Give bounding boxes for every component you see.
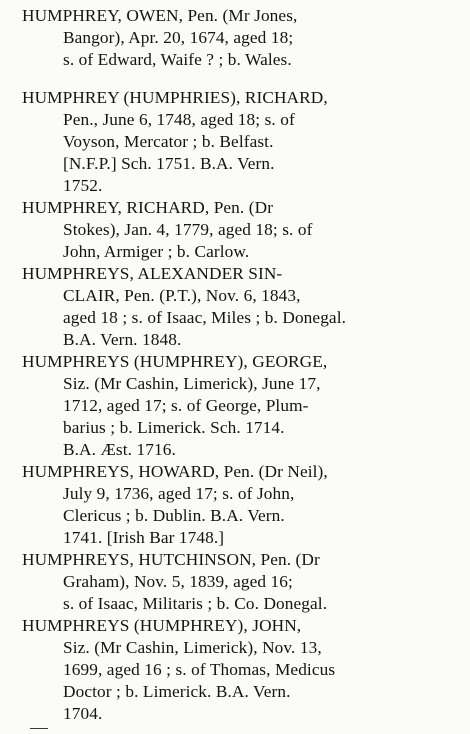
entry-line: Graham), Nov. 5, 1839, aged 16; bbox=[63, 572, 293, 591]
entry-line: HUMPHREY, RICHARD, Pen. (Dr bbox=[22, 198, 274, 217]
entry-line: 1741. [Irish Bar 1748.] bbox=[63, 528, 225, 547]
entry-line: 1704. bbox=[63, 704, 103, 723]
entry-line: s. of Isaac, Militaris ; b. Co. Donegal. bbox=[63, 594, 328, 613]
entry-line: 1699, aged 16 ; s. of Thomas, Medicus bbox=[63, 660, 336, 679]
entry-line: s. of Edward, Waife ? ; b. Wales. bbox=[63, 50, 292, 69]
entry-line: Voyson, Mercator ; b. Belfast. bbox=[63, 132, 274, 151]
entry-line: Siz. (Mr Cashin, Limerick), Nov. 13, bbox=[63, 638, 322, 657]
entry-line: aged 18 ; s. of Isaac, Miles ; b. Donegal. bbox=[63, 308, 347, 327]
entry-line: B.A. Vern. 1848. bbox=[63, 330, 182, 349]
entry-line: Siz. (Mr Cashin, Limerick), June 17, bbox=[63, 374, 321, 393]
bottom-rule bbox=[30, 728, 48, 729]
entry-line: HUMPHREY (HUMPHRIES), RICHARD, bbox=[22, 88, 328, 107]
entry-line: Stokes), Jan. 4, 1779, aged 18; s. of bbox=[63, 220, 313, 239]
entry-line: HUMPHREYS, HOWARD, Pen. (Dr Neil), bbox=[22, 462, 328, 481]
entry-line: B.A. Æst. 1716. bbox=[63, 440, 176, 459]
entry-line: CLAIR, Pen. (P.T.), Nov. 6, 1843, bbox=[63, 286, 301, 305]
entry-line: HUMPHREYS (HUMPHREY), JOHN, bbox=[22, 616, 302, 635]
entry-line: 1752. bbox=[63, 176, 103, 195]
entry-line: Clericus ; b. Dublin. B.A. Vern. bbox=[63, 506, 285, 525]
entry-line: HUMPHREY, OWEN, Pen. (Mr Jones, bbox=[22, 6, 298, 25]
entry-line: HUMPHREYS, HUTCHINSON, Pen. (Dr bbox=[22, 550, 320, 569]
entry-line: Doctor ; b. Limerick. B.A. Vern. bbox=[63, 682, 291, 701]
entry-line: HUMPHREYS (HUMPHREY), GEORGE, bbox=[22, 352, 328, 371]
entry-line: HUMPHREYS, ALEXANDER SIN- bbox=[22, 264, 283, 283]
entry-line: John, Armiger ; b. Carlow. bbox=[63, 242, 250, 261]
entry-line: Pen., June 6, 1748, aged 18; s. of bbox=[63, 110, 295, 129]
entry-line: July 9, 1736, aged 17; s. of John, bbox=[63, 484, 295, 503]
entry-line: barius ; b. Limerick. Sch. 1714. bbox=[63, 418, 285, 437]
entry-line: [N.F.P.] Sch. 1751. B.A. Vern. bbox=[63, 154, 275, 173]
entry-line: Bangor), Apr. 20, 1674, aged 18; bbox=[63, 28, 294, 47]
entry-line: 1712, aged 17; s. of George, Plum- bbox=[63, 396, 309, 415]
